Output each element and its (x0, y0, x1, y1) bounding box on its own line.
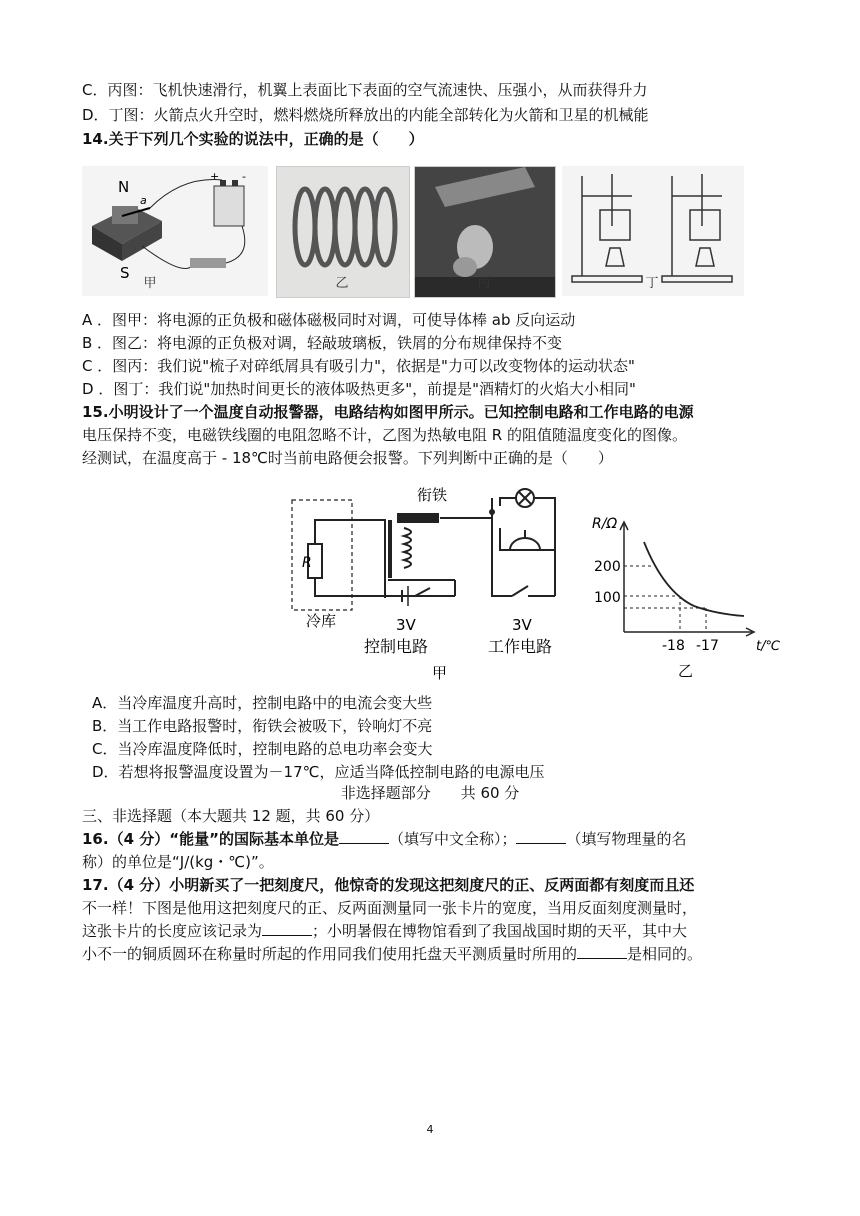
q15-stem-3: 经测试，在温度高于 - 18℃时当前电路便会报警。下列判断中正确的是（ ） (82, 449, 613, 467)
label-cold: 冷库 (306, 612, 337, 630)
q17-line-3: 这张卡片的长度应该记录为 ；小明暑假在博物馆看到了我国战国时期的天平，其中大 (82, 922, 688, 940)
fig-jia-motor (82, 166, 268, 296)
q16-line-1: 16.（4 分）“能量”的国际基本单位是 （填写中文全称）； （填写物理量的名 (82, 830, 687, 848)
label-v2: 3V (512, 616, 532, 634)
q17-line-2: 不一样！下图是他用这把刻度尺的正、反两面测量同一张卡片的宽度，当用反面刻度测量时， (82, 899, 698, 917)
x-axis-label: t/℃ (756, 639, 781, 654)
label-plus: + (210, 170, 220, 183)
label-a: a (140, 194, 147, 207)
q13-option-d: D．丁图：火箭点火升空时，燃料燃烧所释放出的内能全部转化为火箭和卫星的机械能 (82, 106, 649, 124)
label-v1: 3V (396, 616, 416, 634)
q15-option-c: C．当冷库温度降低时，控制电路的总电功率会变大 (92, 740, 433, 758)
q17-blank-2[interactable] (577, 944, 627, 959)
q16-line-2: 称）的单位是“J/(kg・℃)”。 (82, 853, 274, 871)
caption-yi: 乙 (335, 276, 349, 291)
section-3-header: 三、非选择题（本大题共 12 题，共 60 分） (82, 807, 380, 825)
caption-bing: 丙 (477, 276, 491, 291)
label-work: 工作电路 (488, 637, 553, 656)
fig15-graph (586, 510, 782, 680)
q17-blank-1[interactable] (262, 921, 312, 936)
caption-jia: 甲 (143, 276, 157, 291)
q15-stem-2: 电压保持不变，电磁铁线圈的电阻忽略不计，乙图为热敏电阻 R 的阻值随温度变化的图像。 (82, 426, 687, 444)
curve-r-vs-t (644, 542, 744, 616)
q16-blank-2[interactable] (516, 829, 566, 844)
q15-option-b: B．当工作电路报警时，衔铁会被吸下，铃响灯不亮 (92, 717, 433, 735)
label-yi: 乙 (678, 662, 694, 680)
x-tick-minus17: -17 (696, 638, 719, 654)
q17-line-4: 小不一的铜质圆环在称量时所起的作用同我们使用托盘天平测质量时所用的 是相同的。 (82, 945, 703, 963)
q14-option-a: A ．图甲：将电源的正负极和磁体磁极同时对调，可使导体棒 ab 反向运动 (82, 311, 576, 329)
q14-option-d: D ．图丁：我们说"加热时间更长的液体吸热更多"，前提是"酒精灯的火焰大小相同" (82, 380, 636, 398)
q17-line-1: 17.（4 分）小明新买了一把刻度尺，他惊奇的发现这把刻度尺的正、反两面都有刻度而且还 (82, 876, 695, 894)
q15-option-d: D．若想将报警温度设置为－17℃，应适当降低控制电路的电源电压 (92, 763, 545, 781)
q15-option-a: A．当冷库温度升高时，控制电路中的电流会变大些 (92, 694, 433, 712)
y-axis-label: R/Ω (592, 516, 618, 532)
caption-ding: 丁 (645, 276, 659, 291)
label-jia: 甲 (432, 664, 448, 682)
y-tick-100: 100 (594, 590, 621, 606)
label-r: R (302, 555, 312, 571)
q15-stem-1: 15.小明设计了一个温度自动报警器，电路结构如图甲所示。已知控制电路和工作电路的电源 (82, 403, 694, 421)
q16-blank-1[interactable] (339, 829, 389, 844)
label-minus: - (242, 170, 246, 183)
q14-stem: 14.关于下列几个实验的说法中，正确的是（ ） (82, 130, 424, 148)
part-header: 非选择题部分 共 60 分 (340, 784, 520, 802)
label-ctrl: 控制电路 (364, 637, 429, 656)
label-s: S (120, 264, 130, 282)
y-tick-200: 200 (594, 559, 621, 575)
label-n: N (118, 178, 130, 196)
fig15-circuit (280, 478, 580, 688)
q14-option-c: C ．图丙：我们说"梳子对碎纸屑具有吸引力"，依据是"力可以改变物体的运动状态" (82, 357, 635, 375)
label-armature: 衔铁 (417, 486, 448, 504)
q14-option-b: B ．图乙：将电源的正负极对调，轻敲玻璃板，铁屑的分布规律保持不变 (82, 334, 563, 352)
q13-option-c: C．丙图：飞机快速滑行，机翼上表面比下表面的空气流速快、压强小，从而获得升力 (82, 81, 648, 99)
x-tick-minus18: -18 (662, 638, 685, 654)
page-number: 4 (426, 1123, 434, 1136)
